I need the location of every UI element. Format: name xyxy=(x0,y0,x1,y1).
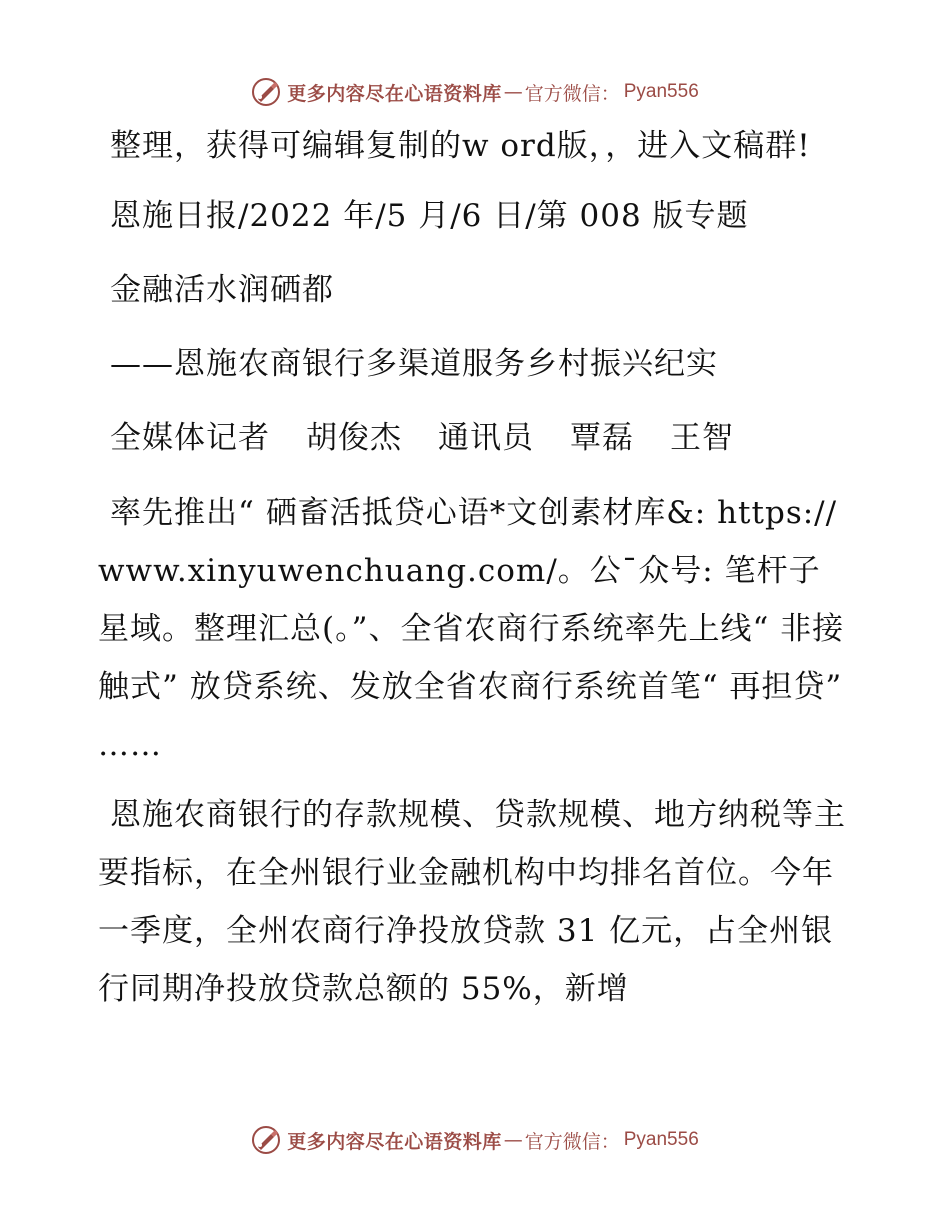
banner-wechat-id: Pyan556 xyxy=(623,1129,699,1150)
banner-text: 更多内容尽在心语资料库 xyxy=(287,82,502,105)
banner-label: 官方微信： xyxy=(524,1130,620,1153)
publication-meta: 恩施日报/2022 年/5 月/6 日/第 008 版专题 xyxy=(110,198,749,234)
banner-separator: — xyxy=(503,1129,523,1151)
header-watermark-banner xyxy=(0,72,950,112)
banner-wechat-id: Pyan556 xyxy=(623,81,699,102)
body-paragraph: 恩施农商银行的存款规模、贷款规模、地方纳税等主要指标，在全州银行业金融机构中均排名首位。今年一季度，全州农商行净投放贷款 31 亿元，占全州银行同期净投放贷款总额的 55%，新增 xyxy=(98,797,846,1007)
pen-logo-icon xyxy=(251,77,281,107)
article-subtitle: ——恩施农商银行多渠道服务乡村振兴纪实 xyxy=(110,346,718,382)
byline-role-reporter: 全媒体记者 xyxy=(110,420,270,456)
byline-name-correspondent-1: 覃磊 xyxy=(570,420,634,456)
intro-paragraph: 整理，获得可编辑复制的w ord版，，进入文稿群! xyxy=(110,128,811,164)
lead-paragraph: 率先推出“ 硒畜活抵贷心语*文创素材库&: https://www.xinyuwenchuang.com/。公¯众号: 笔杆子星域。整理汇总(。”、全省农商行系统率先上线“ 非接触式” 放贷系统、发放全省农商行系统首笔“ 再担贷” …… xyxy=(98,495,845,763)
footer-watermark-banner xyxy=(0,1120,950,1160)
document-body xyxy=(98,118,850,1018)
byline-name-reporter: 胡俊杰 xyxy=(306,420,402,456)
byline-name-correspondent-2: 王智 xyxy=(670,420,734,456)
pen-logo-icon xyxy=(251,1125,281,1155)
banner-label: 官方微信： xyxy=(524,82,620,105)
banner-text: 更多内容尽在心语资料库 xyxy=(287,1130,502,1153)
banner-separator: — xyxy=(503,81,523,103)
article-title: 金融活水润硒都 xyxy=(110,272,334,308)
byline xyxy=(98,410,850,466)
byline-role-correspondent: 通讯员 xyxy=(438,420,534,456)
